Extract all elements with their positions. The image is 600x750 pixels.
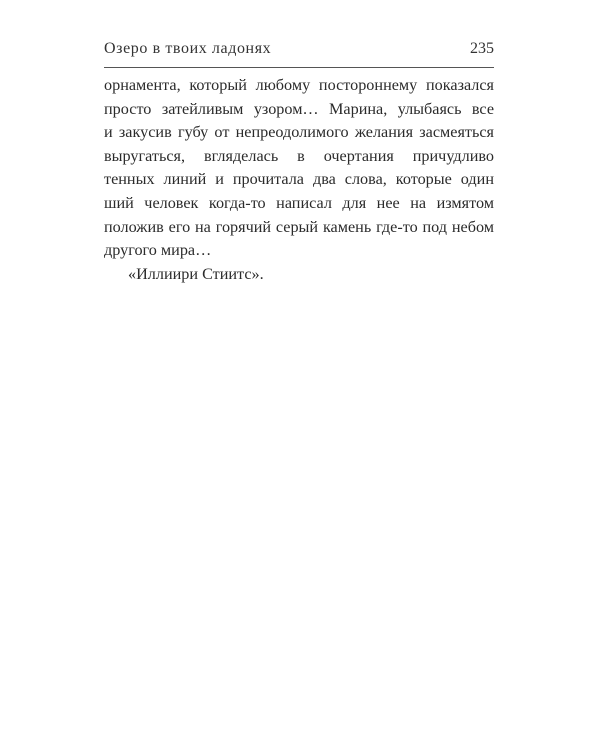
text-line: другого мира… <box>104 241 212 260</box>
body-text <box>104 74 494 286</box>
text-line: и закусив губу от непреодолимого желания засмеяться <box>104 123 494 142</box>
text-line: выругаться, вгляделась в очертания причудливо <box>104 146 494 165</box>
text-line: тенных линий и прочитала два слова, которые один <box>104 170 494 189</box>
running-head <box>104 40 494 66</box>
page-number: 235 <box>470 40 494 57</box>
header-rule <box>104 67 494 68</box>
running-title: Озеро в твоих ладонях <box>104 40 272 57</box>
quoted-words: «Иллиири Стиитс». <box>128 264 264 283</box>
text-line: ший человек когда-то написал для нее на измятом <box>104 193 494 212</box>
text-line: просто затейливым узором… Марина, улыбаясь все <box>104 99 494 118</box>
text-line: орнамента, который любому постороннему показался <box>104 76 494 94</box>
text-line: положив его на горячий серый камень где-то под небом <box>104 217 494 236</box>
